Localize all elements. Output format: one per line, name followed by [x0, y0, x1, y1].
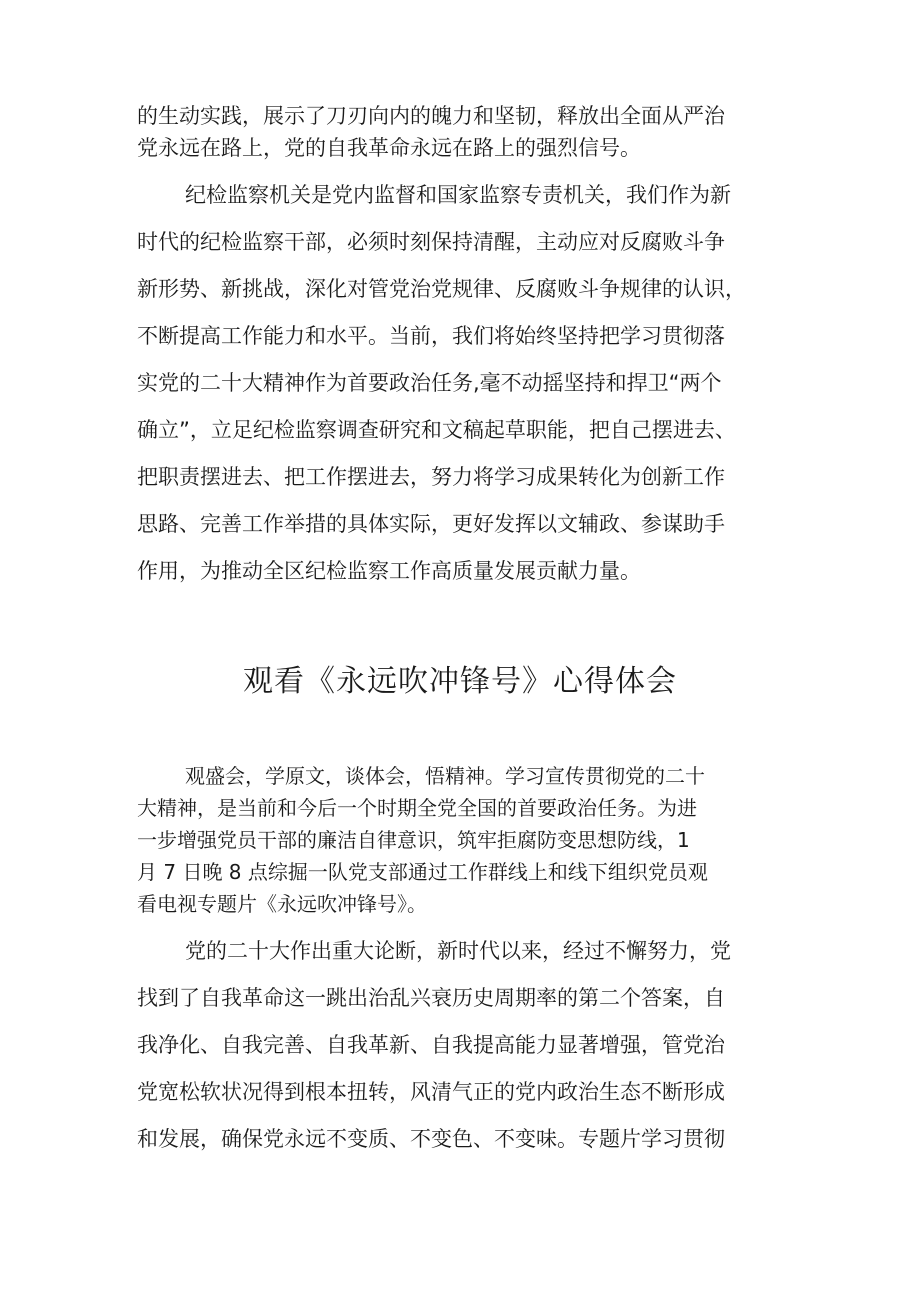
paragraph-line: 的生动实践，展示了刀刃向内的魄力和坚韧，释放出全面从严治 [137, 104, 725, 128]
paragraph-line: 看电视专题片《永远吹冲锋号》。 [137, 892, 427, 916]
paragraph-line: 不断提高工作能力和水平。当前，我们将始终坚持把学习贯彻落 [137, 324, 725, 348]
paragraph-line: 党宽松软状况得到根本扭转，风清气正的党内政治生态不断形成 [137, 1080, 725, 1104]
paragraph-line: 观盛会，学原文，谈体会，悟精神。学习宣传贯彻党的二十 [185, 764, 705, 788]
paragraph-line: 实党的二十大精神作为首要政治任务,毫不动摇坚持和捍卫“两个 [137, 371, 722, 395]
paragraph-line: 大精神，是当前和今后一个时期全党全国的首要政治任务。为进 [137, 796, 697, 820]
paragraph-line: 我净化、自我完善、自我革新、自我提高能力显著增强，管党治 [137, 1033, 725, 1057]
paragraph-line: 思路、完善工作举措的具体实际，更好发挥以文辅政、参谋助手 [137, 512, 725, 536]
document-title: 观看《永远吹冲锋号》心得体会 [243, 664, 677, 699]
paragraph-line: 纪检监察机关是党内监督和国家监察专责机关，我们作为新 [185, 183, 731, 207]
paragraph-line: 新形势、新挑战，深化对管党治党规律、反腐败斗争规律的认识， [137, 277, 746, 301]
paragraph-line: 党永远在路上，党的自我革命永远在路上的强烈信号。 [137, 136, 641, 160]
paragraph-line: 时代的纪检监察干部，必须时刻保持清醒，主动应对反腐败斗争 [137, 230, 725, 254]
paragraph-line: 一步增强党员干部的廉洁自律意识，筑牢拒腐防变思想防线，1 [137, 828, 690, 852]
paragraph-line: 作用，为推动全区纪检监察工作高质量发展贡献力量。 [137, 559, 641, 583]
paragraph-line: 确立”，立足纪检监察调查研究和文稿起草职能，把自己摆进去、 [137, 418, 736, 442]
paragraph-line: 找到了自我革命这一跳出治乱兴衰历史周期率的第二个答案，自 [137, 986, 725, 1010]
paragraph-line: 党的二十大作出重大论断，新时代以来，经过不懈努力，党 [185, 939, 731, 963]
paragraph-line: 和发展，确保党永远不变质、不变色、不变味。专题片学习贯彻 [137, 1127, 725, 1151]
paragraph-line: 月 7 日晚 8 点综掘一队党支部通过工作群线上和线下组织党员观 [137, 860, 708, 884]
paragraph-line: 把职责摆进去、把工作摆进去，努力将学习成果转化为创新工作 [137, 465, 725, 489]
